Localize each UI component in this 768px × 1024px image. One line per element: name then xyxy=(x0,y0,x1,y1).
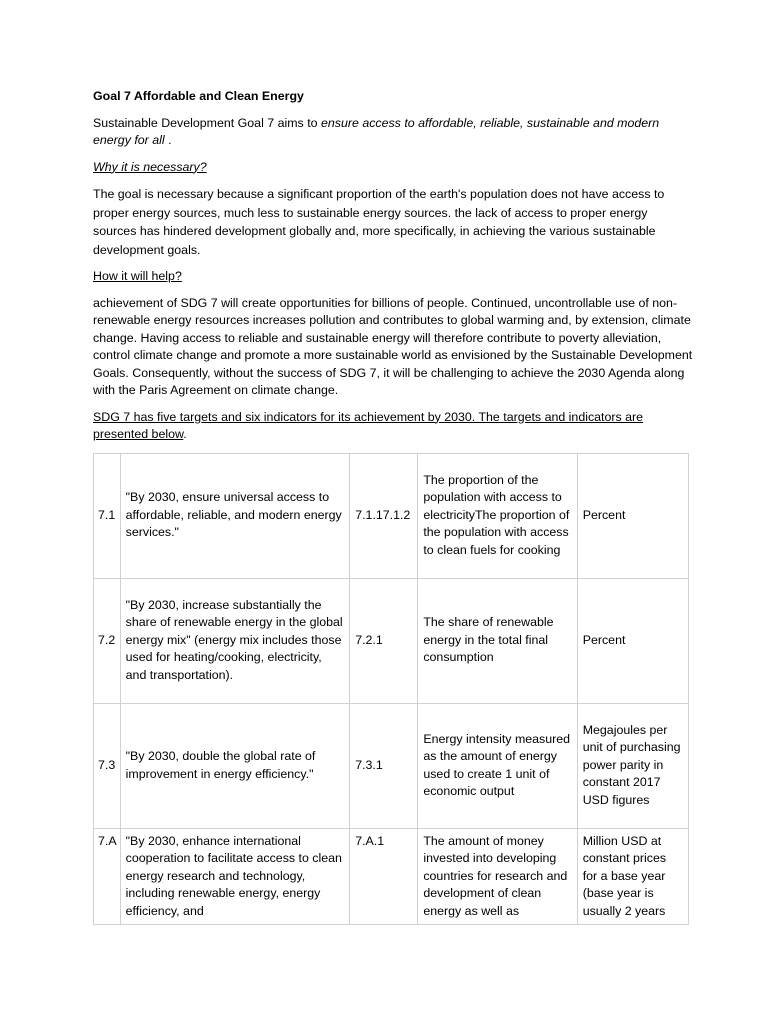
indicator-unit: Percent xyxy=(577,578,688,703)
indicator-description: The proportion of the population with access to electricityThe proportion of the population with access to clean fuels for cooking xyxy=(418,453,577,578)
indicator-code: 7.3.1 xyxy=(350,703,418,828)
indicator-code: 7.2.1 xyxy=(350,578,418,703)
table-row xyxy=(94,453,689,578)
document-title: Goal 7 Affordable and Clean Energy xyxy=(93,89,304,103)
indicator-unit: Percent xyxy=(577,453,688,578)
targets-intro-period: . xyxy=(183,427,187,441)
intro-prefix: Sustainable Development Goal 7 aims to xyxy=(93,115,321,130)
targets-intro-text: SDG 7 has five targets and six indicators for its achievement by 2030. The targets and indicators are presented below xyxy=(93,409,644,441)
target-text: "By 2030, double the global rate of improvement in energy efficiency." xyxy=(120,703,350,828)
table-row xyxy=(94,828,689,925)
indicator-unit: Megajoules per unit of purchasing power parity in constant 2017 USD figures xyxy=(577,703,688,828)
how-heading: How it will help? xyxy=(93,269,182,283)
target-number: 7.1 xyxy=(94,453,121,578)
targets-intro xyxy=(93,409,693,444)
intro-paragraph xyxy=(93,115,693,150)
table-row xyxy=(94,578,689,703)
intro-italic: ensure access to affordable, reliable, sustainable and modern energy for all xyxy=(93,115,660,147)
how-paragraph: achievement of SDG 7 will create opportunities for billions of people. Continued, uncontrollable use of non-renewable energy resources increases pollution and contributes to global warming and, by extension, climate change. Having access to reliable and sustainable energy will therefore contribute to poverty alleviation, control climate change and promote a more sustainable world as envisioned by the Sustainable Development Goals. Consequently, without the success of SDG 7, it will be challenging to achieve the 2030 Agenda along with the Paris Agreement on climate change. xyxy=(93,295,693,397)
indicator-code: 7.A.1 xyxy=(350,828,418,925)
why-paragraph: The goal is necessary because a significant proportion of the earth's population does not have access to proper energy sources, much less to sustainable energy sources. the lack of access to proper energy sources has hindered development globally and, more specifically, in achieving the various sustainable development goals. xyxy=(93,187,665,257)
indicator-description: The share of renewable energy in the total final consumption xyxy=(418,578,577,703)
target-number: 7.A xyxy=(94,828,121,925)
targets-table xyxy=(93,453,689,926)
target-text: "By 2030, enhance international cooperation to facilitate access to clean energy research and technology, including renewable energy, energy efficiency, and xyxy=(120,828,350,925)
target-number: 7.2 xyxy=(94,578,121,703)
intro-suffix: . xyxy=(164,133,172,147)
target-text: "By 2030, ensure universal access to affordable, reliable, and modern energy services." xyxy=(120,453,350,578)
target-number: 7.3 xyxy=(94,703,121,828)
target-text: "By 2030, increase substantially the share of renewable energy in the global energy mix" (energy mix includes those used for heating/cooking, electricity, and transportation). xyxy=(120,578,350,703)
indicator-description: Energy intensity measured as the amount of energy used to create 1 unit of economic output xyxy=(418,703,577,828)
document-page xyxy=(93,88,693,925)
why-heading: Why it is necessary? xyxy=(93,159,207,174)
indicator-description: The amount of money invested into developing countries for research and development of clean energy as well as xyxy=(418,828,577,925)
indicator-unit: Million USD at constant prices for a base year (base year is usually 2 years xyxy=(577,828,688,925)
indicator-code: 7.1.17.1.2 xyxy=(350,453,418,578)
table-row xyxy=(94,703,689,828)
